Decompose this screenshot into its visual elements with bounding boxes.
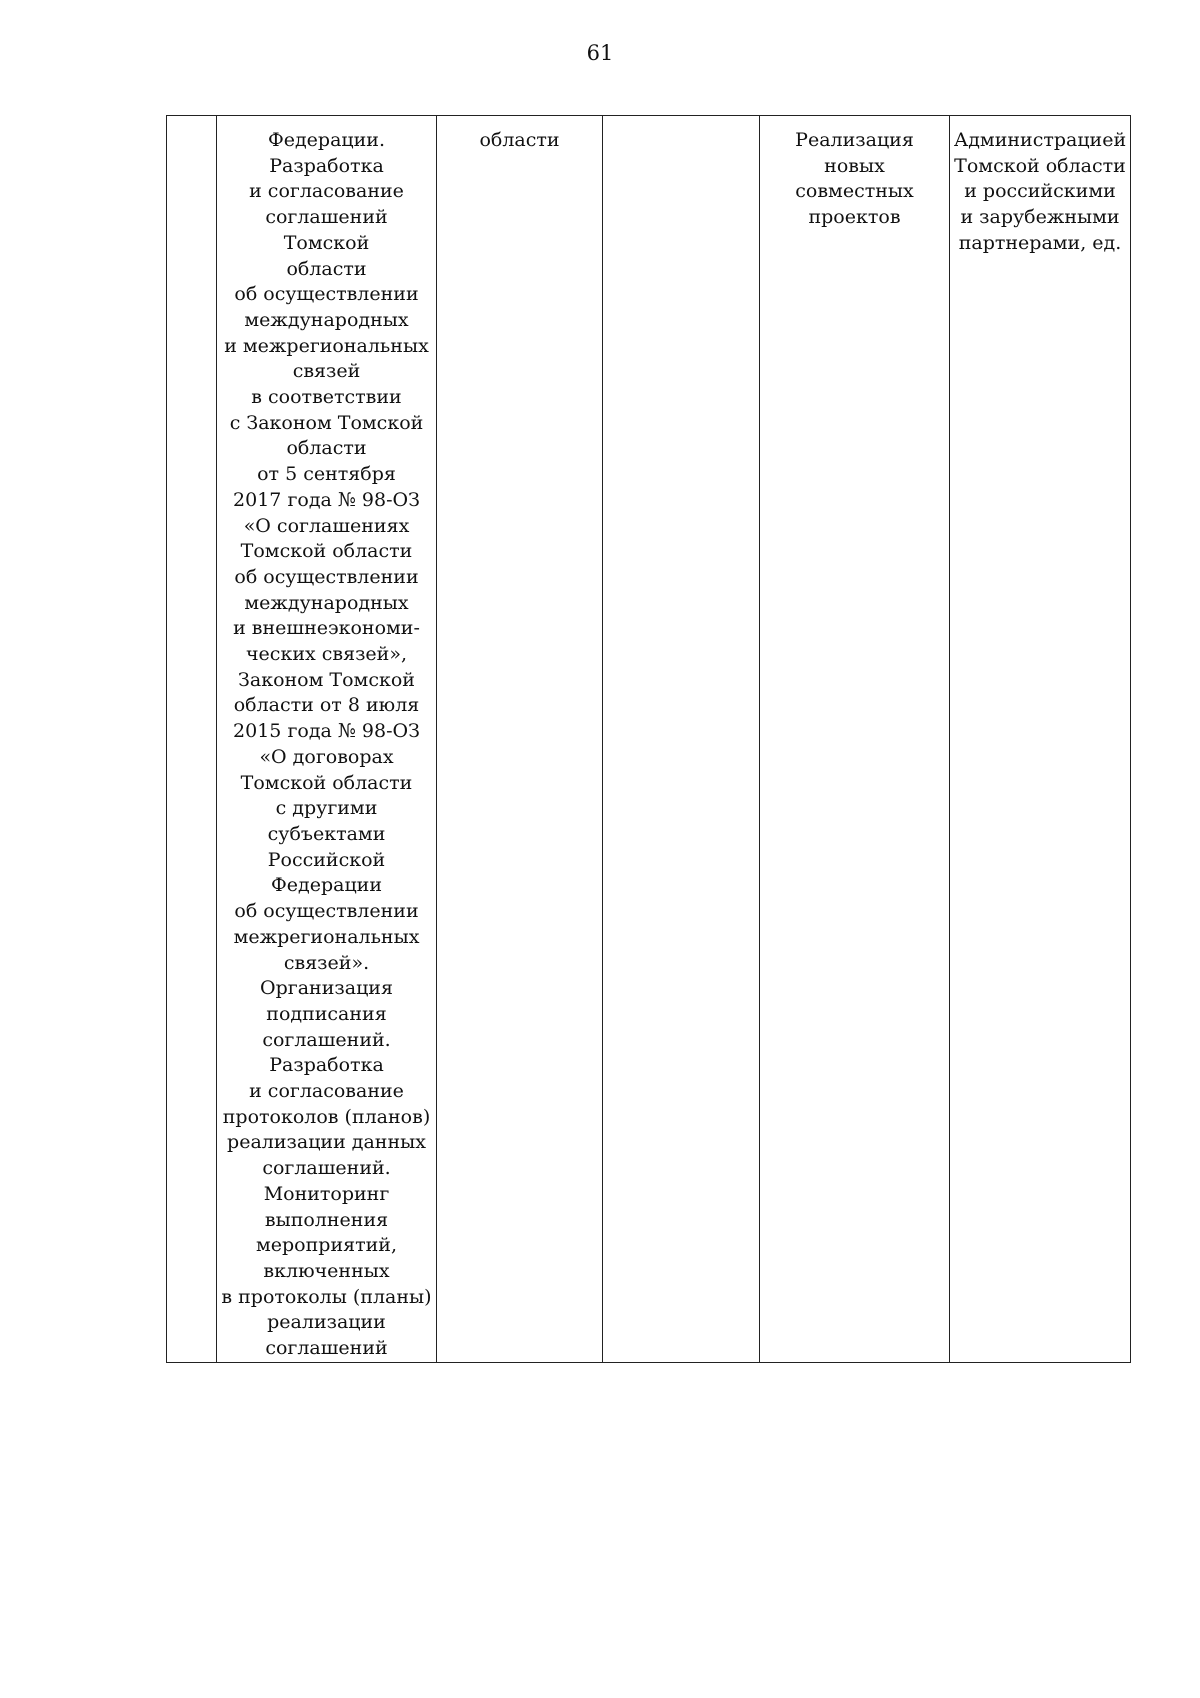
cell-indicator: Администрацией Томской области и российскими и зарубежными партнерами, ед. <box>950 116 1131 1363</box>
table-row <box>167 116 1131 1363</box>
cell-activity-description: Федерации. Разработка и согласование соглашений Томской области об осуществлении международных и межрегиональных связей в соответствии с Законом Томской области от 5 сентября 2017 года № 98-ОЗ «О соглашениях Томской области об осуществлении международных и внешнеэкономи- ческих связей», Законом Томской области от 8 июля 2015 года № 98-ОЗ «О договорах Томской области с другими субъектами Российской Федерации об осуществлении межрегиональных связей». Организация подписания соглашений. Разработка и согласование протоколов (планов) реализации данных соглашений. Мониторинг выполнения мероприятий, включенных в протоколы (планы) реализации соглашений <box>217 116 437 1363</box>
cell-responsible: области <box>437 116 603 1363</box>
cell-number <box>167 116 217 1363</box>
cell-empty <box>603 116 760 1363</box>
page-number: 61 <box>586 41 614 65</box>
cell-expected-result: Реализация новых совместных проектов <box>760 116 950 1363</box>
document-table <box>166 115 1131 1363</box>
